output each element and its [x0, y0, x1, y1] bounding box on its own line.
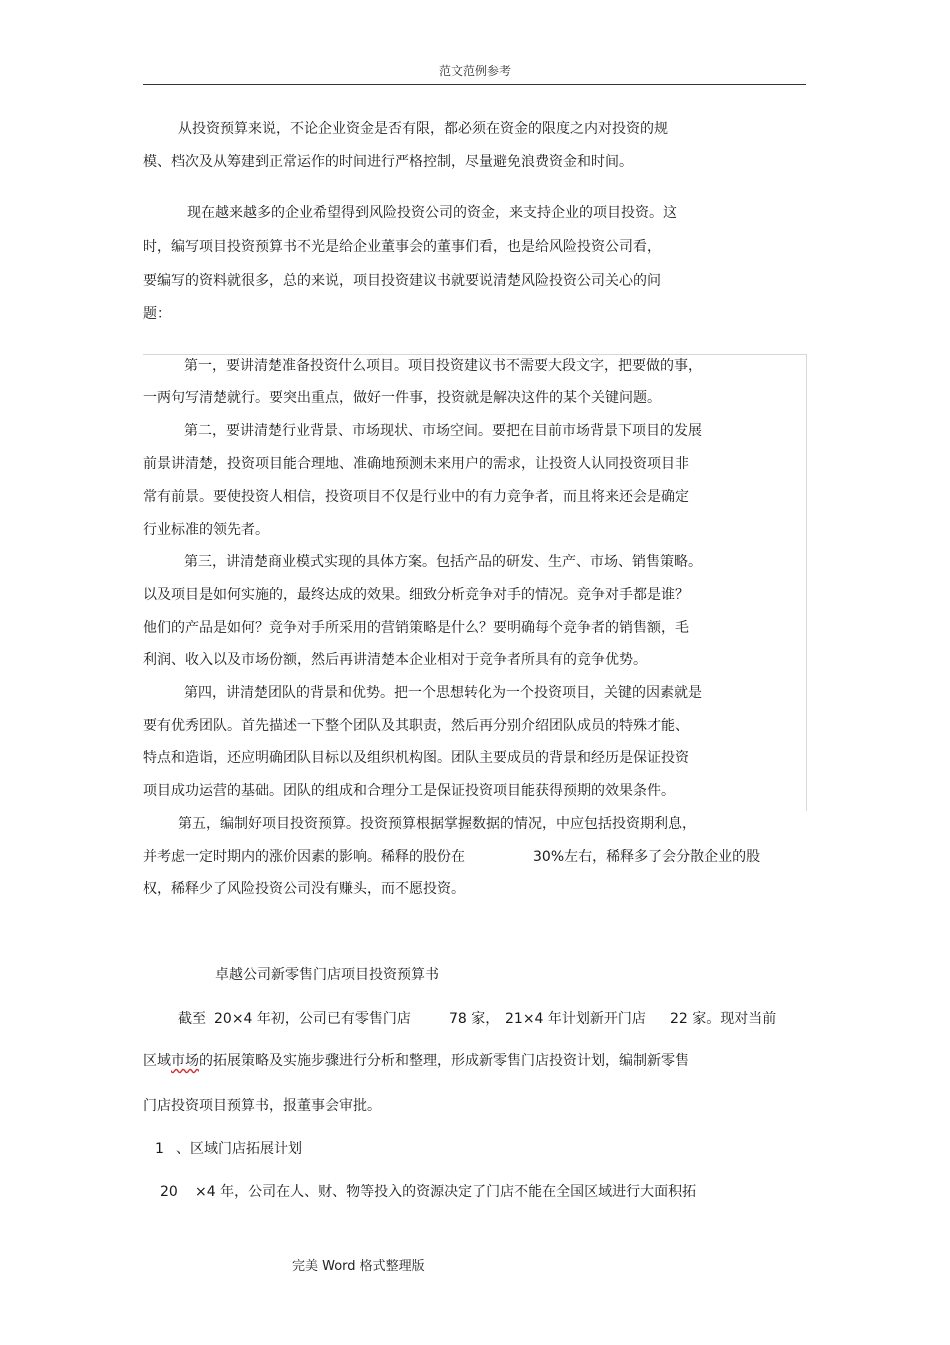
point5-line-3: 权，稀释少了风险投资公司没有赚头，而不愿投资。 [143, 881, 465, 897]
point3-line-3: 他们的产品是如何？竞争对手所采用的营销策略是什么？要明确每个竞争者的销售额，毛 [143, 620, 689, 636]
spellcheck-underlined-word: 市场 [171, 1053, 199, 1069]
intro-line-1c: 78 家， [449, 1011, 500, 1027]
intro-line-2a: 区域 [143, 1053, 171, 1069]
intro-line-1b: 20×4 年初，公司已有零售门店 [214, 1011, 411, 1027]
point4-line-3: 特点和造诣，还应明确团队目标以及组织机构图。团队主要成员的背景和经历是保证投资 [143, 750, 689, 766]
point3-line-2: 以及项目是如何实施的，最终达成的效果。细致分析竞争对手的情况。竞争对手都是谁？ [143, 587, 689, 603]
page-header: 范文范例参考 [438, 64, 511, 78]
intro-line-3: 门店投资项目预算书，报董事会审批。 [143, 1098, 381, 1114]
last-line-text: ×4 年，公司在人、财、物等投入的资源决定了门店不能在全国区域进行大面积拓 [195, 1184, 697, 1200]
point2-line-2: 前景讲清楚，投资项目能合理地、准确地预测未来用户的需求，让投资人认同投资项目非 [143, 456, 689, 472]
point1-line-1: 第一，要讲清楚准备投资什么项目。项目投资建议书不需要大段文字，把要做的事， [184, 358, 702, 374]
section-title: 卓越公司新零售门店项目投资预算书 [215, 967, 439, 983]
point2-line-3: 常有前景。要使投资人相信，投资项目不仅是行业中的有力竞争者，而且将来还会是确定 [143, 489, 689, 505]
point1-line-2: 一两句写清楚就行。要突出重点，做好一件事，投资就是解决这件的某个关键问题。 [143, 390, 661, 406]
para2-line-4: 题： [143, 306, 171, 322]
point3-line-4: 利润、收入以及市场份额，然后再讲清楚本企业相对于竞争者所具有的竞争优势。 [143, 652, 647, 668]
page-footer: 完美 Word 格式整理版 [292, 1259, 425, 1274]
last-line-year: 20 [160, 1184, 178, 1200]
point2-line-4: 行业标准的领先者。 [143, 522, 269, 538]
para2-line-2: 时，编写项目投资预算书不光是给企业董事会的董事们看，也是给风险投资公司看， [143, 239, 661, 255]
intro-line-1e: 22 家。现对当前 [670, 1011, 777, 1027]
point5-line-2a: 并考虑一定时期内的涨价因素的影响。稀释的股份在 [143, 849, 465, 865]
para2-line-3: 要编写的资料就很多，总的来说，项目投资建议书就要说清楚风险投资公司关心的问 [143, 273, 661, 289]
point4-line-2: 要有优秀团队。首先描述一下整个团队及其职责，然后再分别介绍团队成员的特殊才能、 [143, 718, 689, 734]
point2-line-1: 第二，要讲清楚行业背景、市场现状、市场空间。要把在目前市场背景下项目的发展 [184, 423, 702, 439]
point4-line-4: 项目成功运营的基础。团队的组成和合理分工是保证投资项目能获得预期的效果条件。 [143, 783, 675, 799]
header-divider [143, 84, 806, 85]
intro-line-2c: 的拓展策略及实施步骤进行分析和整理，形成新零售门店投资计划，编制新零售 [199, 1053, 689, 1069]
point3-line-1: 第三，讲清楚商业模式实现的具体方案。包括产品的研发、生产、市场、销售策略。 [184, 554, 702, 570]
item1-heading: 、区域门店拓展计划 [176, 1141, 302, 1157]
intro-line-2 [143, 1052, 689, 1070]
para1-line-2: 模、档次及从筹建到正常运作的时间进行严格控制，尽量避免浪费资金和时间。 [143, 154, 633, 170]
point5-line-1: 第五，编制好项目投资预算。投资预算根据掌握数据的情况，中应包括投资期利息， [178, 816, 696, 832]
intro-line-1d: 21×4 年计划新开门店 [505, 1011, 646, 1027]
para1-line-1: 从投资预算来说，不论企业资金是否有限，都必须在资金的限度之内对投资的规 [178, 121, 668, 137]
point5-line-2b: 30%左右，稀释多了会分散企业的股 [533, 849, 761, 865]
item1-number: 1 [155, 1141, 164, 1157]
point4-line-1: 第四，讲清楚团队的背景和优势。把一个思想转化为一个投资项目，关键的因素就是 [184, 685, 702, 701]
intro-line-1a: 截至 [178, 1011, 206, 1027]
para2-line-1: 现在越来越多的企业希望得到风险投资公司的资金，来支持企业的项目投资。这 [187, 205, 677, 221]
